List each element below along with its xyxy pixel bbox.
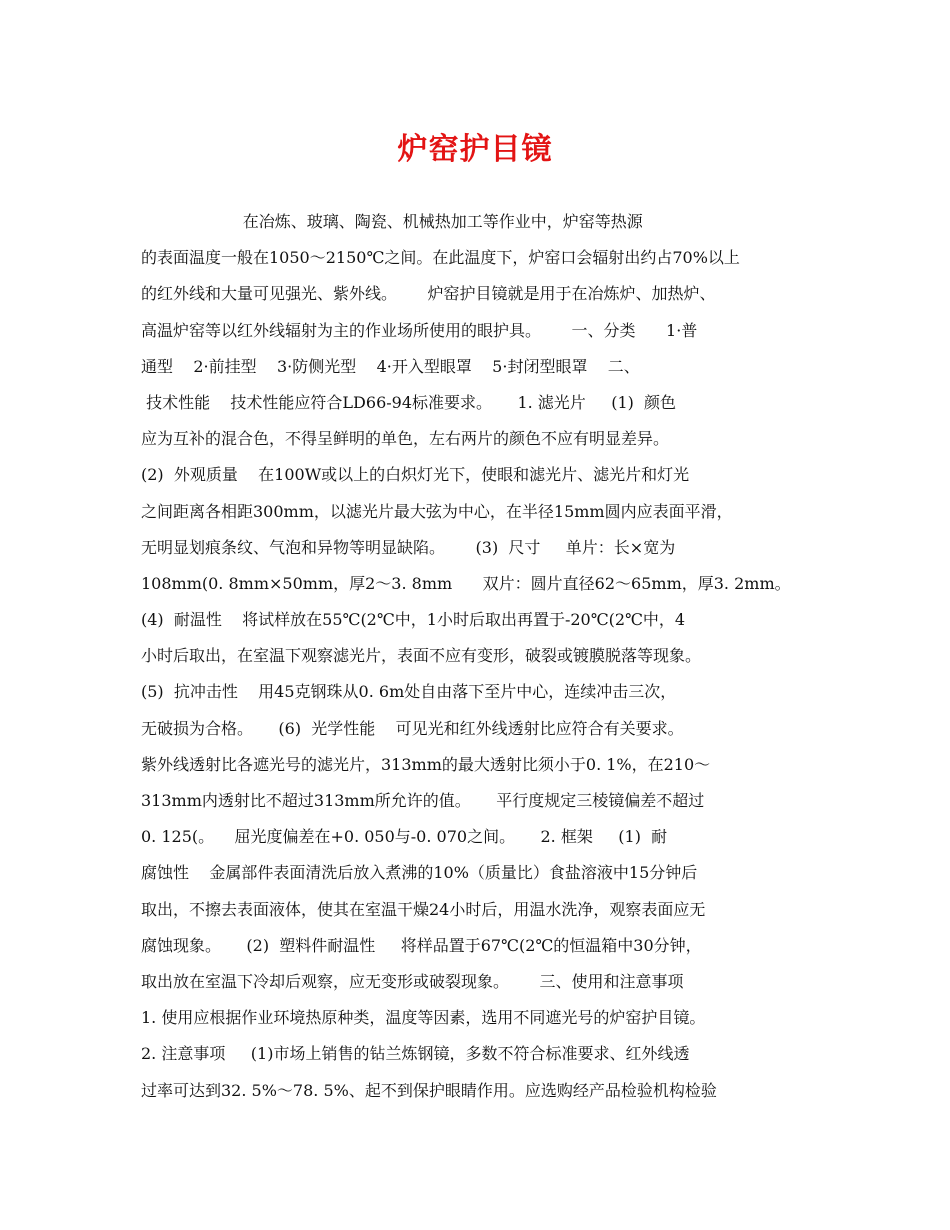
body-line: 的表面温度一般在1050～2150℃之间。在此温度下，炉窑口会辐射出约占70%以上 — [141, 248, 740, 268]
body-line: 无破损为合格。 (6) 光学性能 可见光和红外线透射比应符合有关要求。 — [141, 718, 684, 738]
body-line: 1. 使用应根据作业环境热原种类，温度等因素，选用不同遮光号的炉窑护目镜。 — [141, 1008, 706, 1028]
body-line: 通型 2·前挂型 3·防侧光型 4·开入型眼罩 5·封闭型眼罩 二、 — [141, 356, 640, 376]
body-line: (4) 耐温性 将试样放在55℃(2℃中，1小时后取出再置于-20℃(2℃中，4 — [141, 610, 686, 630]
document-body — [141, 204, 811, 1109]
body-line: 取出放在室温下冷却后观察，应无变形或破裂现象。 三、使用和注意事项 — [141, 971, 684, 991]
body-line: (5) 抗冲击性 用45克钢珠从0. 6m处自由落下至片中心，连续冲击三次， — [141, 682, 677, 702]
body-line: (2) 外观质量 在100W或以上的白炽灯光下，使眼和滤光片、滤光片和灯光 — [141, 465, 690, 485]
body-line: 小时后取出，在室温下观察滤光片，表面不应有变形，破裂或镀膜脱落等现象。 — [141, 646, 702, 666]
body-line: 过率可达到32. 5%～78. 5%、起不到保护眼睛作用。应选购经产品检验机构检验 — [141, 1080, 717, 1100]
document-title: 炉窑护目镜 — [397, 132, 553, 167]
body-line: 无明显划痕条纹、气泡和异物等明显缺陷。 (3) 尺寸 单片：长×宽为 — [141, 537, 676, 557]
body-line: 的红外线和大量可见强光、紫外线。 炉窑护目镜就是用于在冶炼炉、加热炉、 — [141, 284, 716, 304]
body-line: 应为互补的混合色，不得呈鲜明的单色，左右两片的颜色不应有明显差异。 — [141, 429, 670, 449]
body-line: 2. 注意事项 (1)市场上销售的钻兰炼钢镜，多数不符合标准要求、红外线透 — [141, 1044, 690, 1064]
body-line: 之间距离各相距300mm，以滤光片最大弦为中心，在半径15mm圆内应表面平滑， — [141, 501, 733, 521]
body-line: 腐蚀性 金属部件表面清洗后放入煮沸的10%（质量比）食盐溶液中15分钟后 — [141, 863, 698, 883]
body-line: 0. 125(。 屈光度偏差在+0. 050与-0. 070之间。 2. 框架 (1) 耐 — [141, 827, 668, 847]
body-line: 313mm内透射比不超过313mm所允许的值。 平行度规定三棱镜偏差不超过 — [141, 791, 705, 810]
body-line: 108mm(0. 8mm×50mm，厚2～3. 8mm 双片：圆片直径62～65mm，厚3. 2mm。 — [141, 573, 791, 593]
body-line: 紫外线透射比各遮光号的滤光片，313mm的最大透射比须小于0. 1%，在210～ — [141, 754, 711, 774]
body-line: 高温炉窑等以红外线辐射为主的作业场所使用的眼护具。 一、分类 1·普 — [141, 320, 698, 340]
body-line: 技术性能 技术性能应符合LD66-94标准要求。 1. 滤光片 (1) 颜色 — [141, 392, 677, 412]
body-line: 在冶炼、玻璃、陶瓷、机械热加工等作业中，炉窑等热源 — [141, 212, 643, 231]
body-line: 腐蚀现象。 (2) 塑料件耐温性 将样品置于67℃(2℃的恒温箱中30分钟， — [141, 935, 702, 955]
body-line: 取出，不擦去表面液体，使其在室温干燥24小时后，用温水洗净，观察表面应无 — [141, 899, 706, 919]
